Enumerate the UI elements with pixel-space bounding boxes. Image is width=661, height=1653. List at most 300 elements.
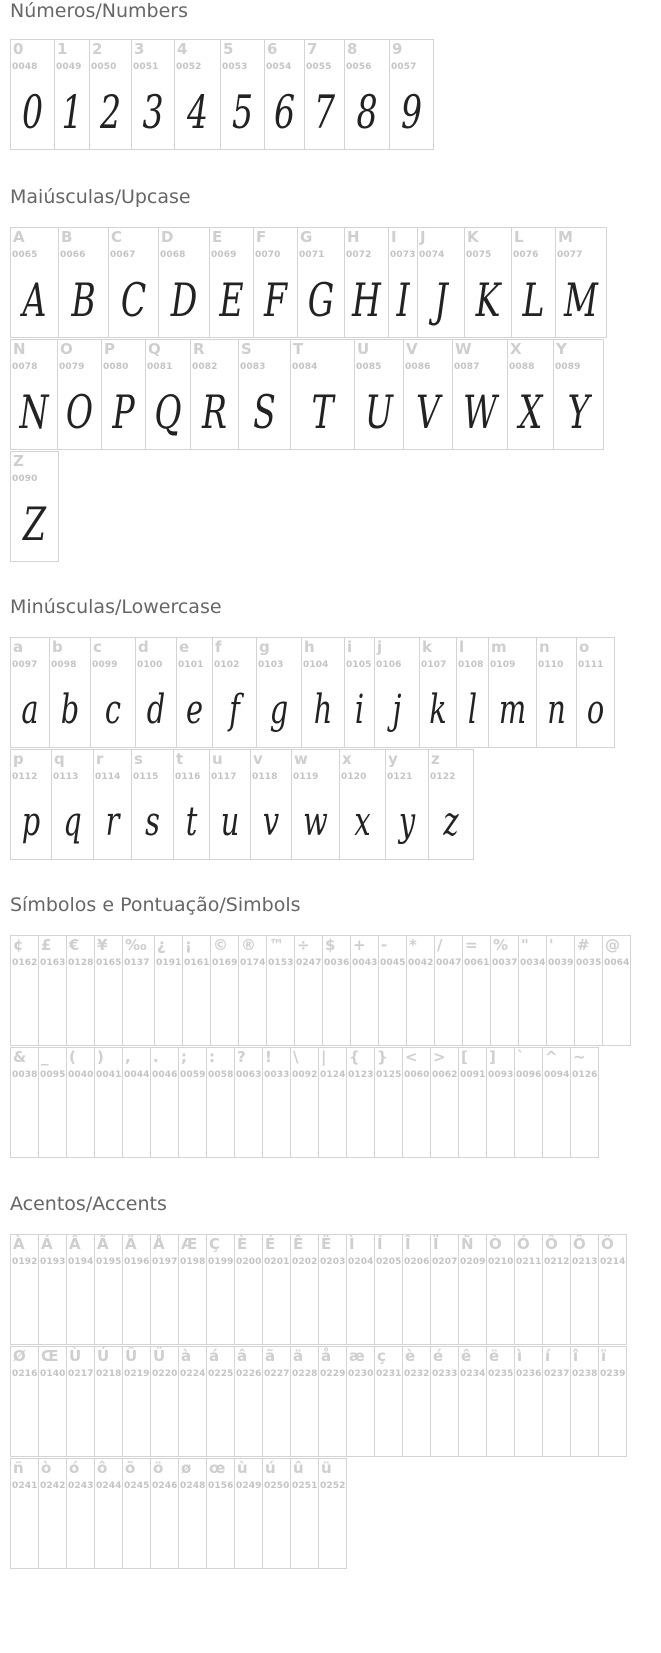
glyph-character-label: ø — [181, 1459, 192, 1477]
glyph-code-label: 0128 — [68, 958, 94, 968]
glyph-character-label: ¥ — [97, 936, 108, 954]
glyph-cell — [38, 1047, 67, 1158]
glyph-character-label: O — [60, 340, 73, 358]
glyph-row — [10, 227, 607, 338]
glyph-character-label: . — [153, 1048, 159, 1066]
glyph-cell — [464, 227, 512, 338]
glyph-code-label: 0213 — [572, 1257, 598, 1267]
glyph-code-label: 0041 — [96, 1070, 122, 1080]
glyph-code-label: 0081 — [147, 362, 173, 372]
glyph-character-label: Ú — [97, 1347, 110, 1365]
glyph-code-label: 0049 — [56, 62, 82, 72]
glyph-code-label: 0064 — [604, 958, 630, 968]
glyph-cell — [403, 339, 453, 450]
glyph-sample: d — [146, 686, 166, 733]
glyph-character-label: > — [433, 1048, 446, 1066]
glyph-cell — [297, 227, 345, 338]
glyph-character-label: " — [521, 936, 529, 954]
glyph-character-label: M — [558, 228, 573, 246]
glyph-character-label: Y — [556, 340, 567, 358]
glyph-code-label: 0124 — [320, 1070, 346, 1080]
glyph-code-label: 0196 — [124, 1257, 150, 1267]
glyph-cell — [486, 1047, 515, 1158]
glyph-character-label: s — [134, 750, 143, 768]
glyph-cell — [150, 1458, 179, 1569]
glyph-code-label: 0205 — [376, 1257, 402, 1267]
glyph-code-label: 0201 — [264, 1257, 290, 1267]
glyph-character-label: T — [293, 340, 304, 358]
glyph-character-label: î — [573, 1347, 579, 1365]
glyph-character-label: k — [422, 638, 432, 656]
glyph-character-label: N — [13, 340, 26, 358]
glyph-code-label: 0115 — [133, 772, 159, 782]
glyph-code-label: 0174 — [240, 958, 266, 968]
glyph-character-label: Ô — [545, 1235, 558, 1253]
glyph-code-label: 0119 — [293, 772, 319, 782]
glyph-sample: L — [522, 272, 545, 327]
glyph-cell — [58, 227, 109, 338]
glyph-code-label: 0061 — [464, 958, 490, 968]
glyph-cell — [344, 227, 389, 338]
glyph-code-label: 0246 — [152, 1481, 178, 1491]
glyph-character-label: B — [61, 228, 73, 246]
glyph-code-label: 0107 — [421, 660, 447, 670]
glyph-cell — [266, 935, 295, 1046]
glyph-code-label: 0083 — [240, 362, 266, 372]
glyph-sample: Y — [567, 384, 590, 439]
glyph-cell — [178, 1346, 207, 1457]
glyph-code-label: 0202 — [292, 1257, 318, 1267]
glyph-cell — [514, 1047, 543, 1158]
glyph-character-label: û — [293, 1459, 304, 1477]
glyph-code-label: 0125 — [376, 1070, 402, 1080]
glyph-sample: 0 — [21, 84, 44, 139]
glyph-character-label: X — [510, 340, 522, 358]
glyph-code-label: 0074 — [419, 250, 445, 260]
glyph-character-label: Í — [377, 1235, 383, 1253]
glyph-character-label: E — [212, 228, 223, 246]
glyph-code-label: 0036 — [324, 958, 350, 968]
glyph-character-label: P — [104, 340, 115, 358]
glyph-character-label: Ç — [209, 1235, 221, 1253]
glyph-cell — [93, 749, 132, 860]
glyph-sample: C — [120, 272, 147, 327]
glyph-code-label: 0225 — [208, 1369, 234, 1379]
glyph-code-label: 0069 — [211, 250, 237, 260]
glyph-cell — [94, 1047, 123, 1158]
glyph-code-label: 0238 — [572, 1369, 598, 1379]
glyph-sample: H — [352, 272, 381, 327]
glyph-cell — [570, 1346, 599, 1457]
glyph-cell — [344, 637, 375, 748]
glyph-cell — [209, 227, 254, 338]
glyph-cell — [456, 637, 489, 748]
glyph-code-label: 0195 — [96, 1257, 122, 1267]
glyph-character-label: â — [237, 1347, 248, 1365]
glyph-character-label: f — [215, 638, 222, 656]
glyph-character-label: ñ — [13, 1459, 24, 1477]
glyph-character-label: é — [433, 1347, 444, 1365]
glyph-code-label: 0035 — [576, 958, 602, 968]
glyph-cell — [250, 749, 292, 860]
glyph-character-label: É — [265, 1235, 276, 1253]
glyph-cell — [428, 749, 474, 860]
glyph-sample: i — [354, 686, 365, 733]
glyph-cell — [354, 339, 404, 450]
glyph-cell — [553, 339, 604, 450]
glyph-cell — [234, 1346, 263, 1457]
glyph-cell — [290, 1047, 319, 1158]
glyph-cell — [94, 1234, 123, 1345]
glyph-sample: v — [262, 798, 280, 845]
glyph-code-label: 0072 — [346, 250, 372, 260]
glyph-code-label: 0126 — [572, 1070, 598, 1080]
glyph-character-label: Ø — [13, 1347, 26, 1365]
section-title-symbols: Símbolos e Pontuação/Simbols — [10, 894, 301, 916]
glyph-cell — [131, 39, 175, 150]
glyph-character-label: ö — [153, 1459, 164, 1477]
glyph-cell — [576, 637, 615, 748]
glyph-code-label: 0243 — [68, 1481, 94, 1491]
glyph-sample: t — [185, 798, 198, 845]
glyph-code-label: 0093 — [488, 1070, 514, 1080]
glyph-grid-upcase — [10, 227, 607, 562]
glyph-code-label: 0212 — [544, 1257, 570, 1267]
glyph-cell — [38, 1458, 67, 1569]
glyph-grid-accents — [10, 1234, 627, 1569]
glyph-cell — [290, 1346, 319, 1457]
glyph-code-label: 0084 — [292, 362, 318, 372]
glyph-cell — [173, 749, 210, 860]
glyph-code-label: 0197 — [152, 1257, 178, 1267]
glyph-cell — [10, 227, 59, 338]
glyph-code-label: 0045 — [380, 958, 406, 968]
glyph-cell — [294, 935, 323, 1046]
glyph-code-label: 0070 — [255, 250, 281, 260]
glyph-cell — [458, 1047, 487, 1158]
glyph-character-label: Q — [148, 340, 161, 358]
glyph-sample: A — [22, 272, 47, 327]
glyph-code-label: 0117 — [211, 772, 237, 782]
glyph-character-label: ü — [321, 1459, 332, 1477]
glyph-character-label: 7 — [307, 40, 318, 58]
glyph-cell — [602, 935, 631, 1046]
glyph-character-label: e — [179, 638, 190, 656]
glyph-sample: 7 — [313, 84, 336, 139]
glyph-character-label: í — [545, 1347, 551, 1365]
glyph-code-label: 0080 — [103, 362, 129, 372]
glyph-code-label: 0112 — [12, 772, 38, 782]
glyph-code-label: 0068 — [160, 250, 186, 260]
glyph-character-label: # — [577, 936, 590, 954]
glyph-cell — [122, 1234, 151, 1345]
glyph-cell — [122, 1458, 151, 1569]
glyph-code-label: 0137 — [124, 958, 150, 968]
glyph-character-label: z — [431, 750, 440, 768]
glyph-code-label: 0058 — [208, 1070, 234, 1080]
glyph-code-label: 0161 — [184, 958, 210, 968]
glyph-character-label: Ä — [125, 1235, 137, 1253]
glyph-character-label: ù — [237, 1459, 248, 1477]
section-title-accents: Acentos/Accents — [10, 1193, 167, 1215]
glyph-character-label: 5 — [223, 40, 234, 58]
glyph-code-label: 0103 — [258, 660, 284, 670]
glyph-cell — [66, 935, 95, 1046]
glyph-code-label: 0233 — [432, 1369, 458, 1379]
glyph-code-label: 0087 — [454, 362, 480, 372]
glyph-cell — [406, 935, 435, 1046]
glyph-character-label: ] — [489, 1048, 496, 1066]
glyph-character-label: Æ — [181, 1235, 198, 1253]
glyph-character-label: ' — [549, 936, 554, 954]
glyph-cell — [206, 1234, 235, 1345]
glyph-character-label: G — [300, 228, 313, 246]
glyph-code-label: 0199 — [208, 1257, 234, 1267]
glyph-character-label: c — [93, 638, 102, 656]
glyph-cell — [89, 39, 132, 150]
glyph-code-label: 0123 — [348, 1070, 374, 1080]
glyph-code-label: 0073 — [390, 250, 416, 260]
glyph-code-label: 0203 — [320, 1257, 346, 1267]
glyph-code-label: 0094 — [544, 1070, 570, 1080]
glyph-sample: K — [475, 272, 501, 327]
glyph-cell — [542, 1346, 571, 1457]
glyph-cell — [66, 1234, 95, 1345]
glyph-code-label: 0156 — [208, 1481, 234, 1491]
glyph-character-label: t — [176, 750, 184, 768]
glyph-character-label: ¿ — [157, 936, 166, 954]
glyph-cell — [220, 39, 265, 150]
glyph-cell — [486, 1234, 515, 1345]
glyph-character-label: + — [353, 936, 366, 954]
glyph-cell — [10, 339, 58, 450]
glyph-grid-numbers — [10, 39, 434, 150]
glyph-code-label: 0110 — [538, 660, 564, 670]
glyph-character-label: w — [294, 750, 308, 768]
glyph-cell — [10, 39, 55, 150]
glyph-sample: 3 — [142, 84, 164, 139]
glyph-cell — [38, 1346, 67, 1457]
glyph-code-label: 0198 — [180, 1257, 206, 1267]
glyph-cell — [511, 227, 556, 338]
glyph-sample: E — [219, 272, 244, 327]
glyph-cell — [344, 39, 390, 150]
glyph-code-label: 0219 — [124, 1369, 150, 1379]
glyph-row — [10, 1346, 627, 1457]
glyph-row — [10, 637, 615, 748]
glyph-character-label: b — [52, 638, 63, 656]
glyph-sample: q — [63, 798, 82, 845]
glyph-code-label: 0037 — [492, 958, 518, 968]
glyph-cell — [389, 39, 434, 150]
glyph-code-label: 0249 — [236, 1481, 262, 1491]
glyph-cell — [346, 1346, 375, 1457]
glyph-code-label: 0101 — [178, 660, 204, 670]
glyph-cell — [301, 637, 345, 748]
glyph-cell — [234, 1458, 263, 1569]
glyph-character-label: € — [69, 936, 80, 954]
glyph-character-label: x — [342, 750, 352, 768]
glyph-code-label: 0244 — [96, 1481, 122, 1491]
glyph-character-label: @ — [605, 936, 620, 954]
glyph-code-label: 0200 — [236, 1257, 262, 1267]
glyph-code-label: 0109 — [490, 660, 516, 670]
glyph-code-label: 0216 — [12, 1369, 38, 1379]
glyph-cell — [212, 637, 257, 748]
glyph-code-label: 0076 — [513, 250, 539, 260]
glyph-character-label: á — [209, 1347, 220, 1365]
glyph-character-label: W — [455, 340, 472, 358]
glyph-character-label: r — [96, 750, 104, 768]
glyph-character-label: æ — [349, 1347, 365, 1365]
glyph-code-label: 0163 — [40, 958, 66, 968]
glyph-cell — [546, 935, 575, 1046]
glyph-cell — [291, 749, 340, 860]
glyph-cell — [176, 637, 213, 748]
glyph-sample: n — [547, 686, 566, 733]
glyph-sample: Q — [154, 384, 182, 439]
glyph-code-label: 0251 — [292, 1481, 318, 1491]
glyph-code-label: 0114 — [95, 772, 121, 782]
glyph-row — [10, 1047, 631, 1158]
glyph-character-label: © — [213, 936, 228, 954]
glyph-character-label: õ — [125, 1459, 136, 1477]
glyph-character-label: p — [13, 750, 24, 768]
glyph-character-label: ^ — [545, 1048, 558, 1066]
glyph-cell — [262, 1458, 291, 1569]
glyph-cell — [402, 1234, 431, 1345]
glyph-cell — [122, 1047, 151, 1158]
glyph-row — [10, 39, 434, 150]
glyph-code-label: 0204 — [348, 1257, 374, 1267]
glyph-cell — [10, 1346, 39, 1457]
glyph-cell — [10, 1234, 39, 1345]
glyph-sample: D — [170, 272, 198, 327]
glyph-sample: h — [313, 686, 333, 733]
glyph-cell — [542, 1047, 571, 1158]
glyph-sample: 4 — [186, 84, 209, 139]
glyph-cell — [598, 1346, 627, 1457]
glyph-code-label: 0206 — [404, 1257, 430, 1267]
glyph-code-label: 0034 — [520, 958, 546, 968]
glyph-code-label: 0089 — [555, 362, 581, 372]
glyph-character-label: A — [13, 228, 25, 246]
glyph-character-label: ‰ — [125, 936, 147, 954]
glyph-character-label: q — [54, 750, 65, 768]
glyph-sample: P — [112, 384, 135, 439]
glyph-sample: x — [354, 798, 371, 845]
glyph-character-label: n — [539, 638, 550, 656]
glyph-cell — [122, 1346, 151, 1457]
glyph-cell — [49, 637, 91, 748]
glyph-character-label: $ — [325, 936, 336, 954]
glyph-character-label: ? — [237, 1048, 246, 1066]
glyph-row — [10, 339, 607, 450]
glyph-cell — [101, 339, 146, 450]
glyph-character-label: 0 — [13, 40, 24, 58]
glyph-cell — [388, 227, 418, 338]
glyph-cell — [490, 935, 519, 1046]
glyph-code-label: 0207 — [432, 1257, 458, 1267]
glyph-sample: a — [21, 686, 39, 733]
glyph-code-label: 0162 — [12, 958, 38, 968]
glyph-character-label: ™ — [269, 936, 284, 954]
glyph-code-label: 0098 — [51, 660, 77, 670]
glyph-code-label: 0079 — [59, 362, 85, 372]
glyph-character-label: C — [111, 228, 123, 246]
glyph-character-label: I — [391, 228, 397, 246]
glyph-code-label: 0239 — [600, 1369, 626, 1379]
glyph-code-label: 0218 — [96, 1369, 122, 1379]
glyph-sample: T — [311, 384, 334, 439]
glyph-cell — [542, 1234, 571, 1345]
glyph-sample: N — [19, 384, 49, 439]
glyph-sample: O — [65, 384, 94, 439]
glyph-code-label: 0106 — [376, 660, 402, 670]
glyph-sample: 2 — [99, 84, 122, 139]
glyph-code-label: 0232 — [404, 1369, 430, 1379]
glyph-code-label: 0122 — [430, 772, 456, 782]
section-title-numbers: Números/Numbers — [10, 0, 188, 22]
glyph-character-label: ÷ — [297, 936, 310, 954]
glyph-cell — [262, 1346, 291, 1457]
glyph-character-label: £ — [41, 936, 52, 954]
glyph-character-label: Å — [153, 1235, 165, 1253]
glyph-cell — [90, 637, 136, 748]
glyph-cell — [178, 1047, 207, 1158]
glyph-cell — [318, 1346, 347, 1457]
glyph-character-label: ¢ — [13, 936, 24, 954]
glyph-row — [10, 1234, 627, 1345]
glyph-character-label: 6 — [267, 40, 278, 58]
glyph-sample: W — [462, 384, 498, 439]
glyph-character-label: ì — [517, 1347, 523, 1365]
glyph-code-label: 0057 — [391, 62, 417, 72]
glyph-cell — [264, 39, 305, 150]
glyph-code-label: 0113 — [53, 772, 79, 782]
glyph-code-label: 0051 — [133, 62, 159, 72]
glyph-character-label: v — [253, 750, 263, 768]
glyph-character-label: ä — [293, 1347, 304, 1365]
glyph-cell — [10, 637, 50, 748]
glyph-character-label: & — [13, 1048, 27, 1066]
glyph-character-label: ® — [241, 936, 256, 954]
glyph-code-label: 0227 — [264, 1369, 290, 1379]
glyph-cell — [150, 1234, 179, 1345]
glyph-character-label: V — [406, 340, 418, 358]
glyph-code-label: 0229 — [320, 1369, 346, 1379]
glyph-character-label: Î — [405, 1235, 411, 1253]
glyph-sample: c — [104, 686, 122, 733]
glyph-character-label: 2 — [92, 40, 103, 58]
glyph-sample: M — [564, 272, 598, 327]
glyph-cell — [150, 1047, 179, 1158]
glyph-code-label: 0100 — [137, 660, 163, 670]
glyph-code-label: 0194 — [68, 1257, 94, 1267]
glyph-character-label: Ë — [321, 1235, 332, 1253]
glyph-cell — [38, 1234, 67, 1345]
section-title-lowercase: Minúsculas/Lowercase — [10, 596, 222, 618]
glyph-cell — [54, 39, 90, 150]
glyph-sample: f — [229, 686, 240, 733]
glyph-cell — [555, 227, 607, 338]
glyph-code-label: 0078 — [12, 362, 38, 372]
glyph-character-label: ) — [97, 1048, 104, 1066]
glyph-cell — [290, 1234, 319, 1345]
glyph-cell — [434, 935, 463, 1046]
glyph-cell — [210, 935, 239, 1046]
glyph-character-label: 3 — [134, 40, 145, 58]
